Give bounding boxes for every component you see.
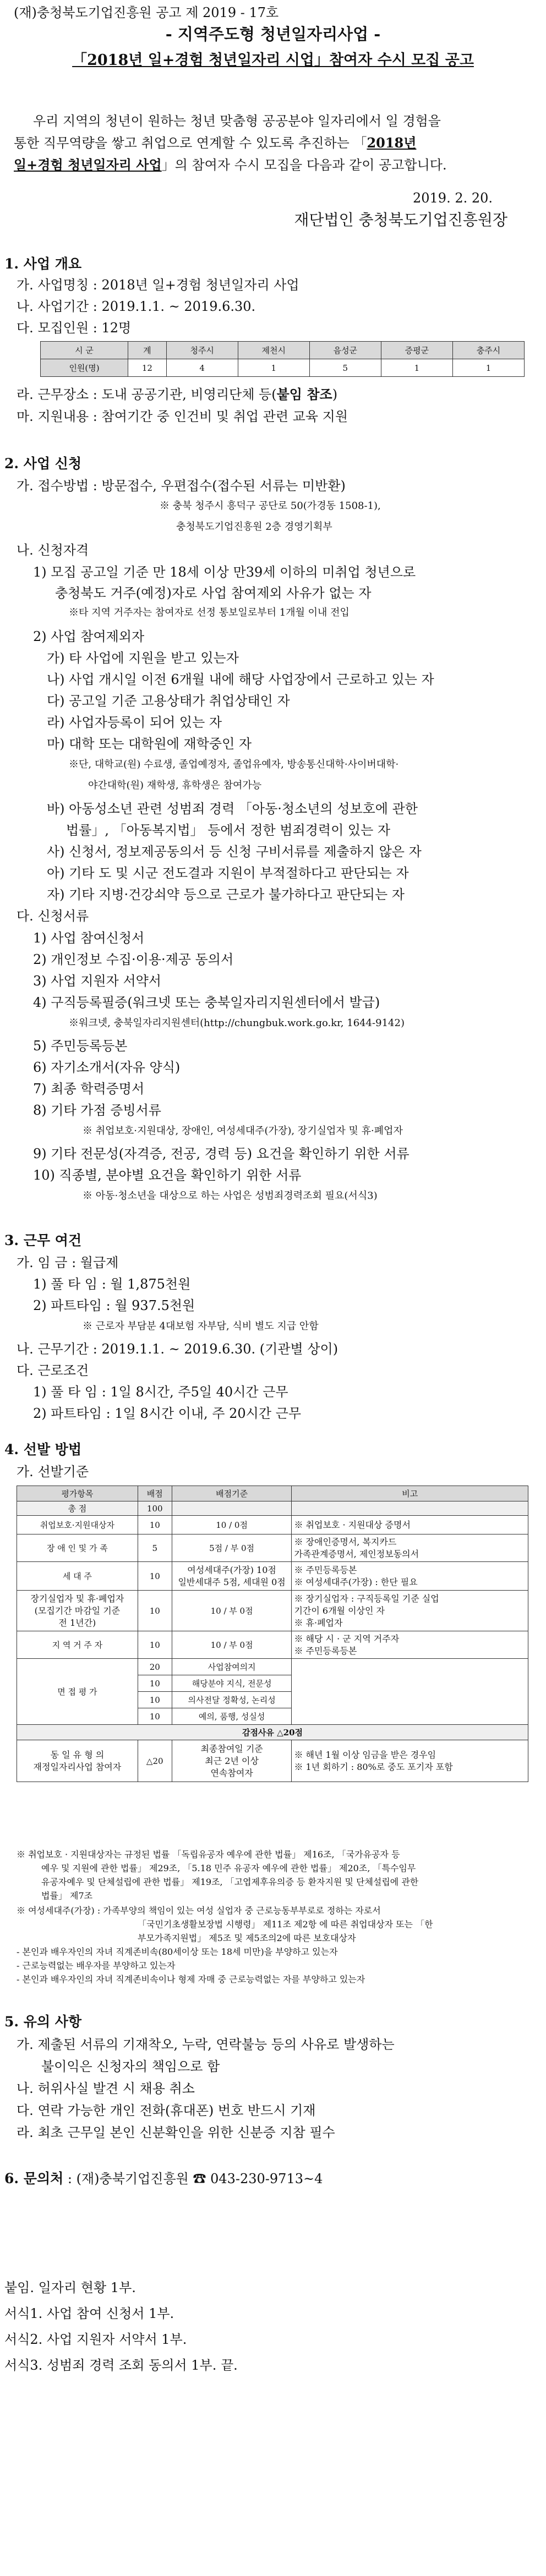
s2-c10: 10) 직종별, 분야별 요건을 확인하기 위한 서류 bbox=[33, 1168, 302, 1183]
quota-h2: 청주시 bbox=[166, 342, 238, 359]
s2-b2c: 다) 공고일 기준 고용상태가 취업상태인 자 bbox=[47, 693, 290, 709]
intro-l3a: 일+경험 청년일자리 사업 bbox=[14, 157, 162, 173]
crit-basis: 10 / 부 0점 bbox=[172, 1591, 292, 1631]
s1-d3: ) bbox=[332, 387, 338, 402]
deduction-note-line: ※ 1년 회하기 : 80%로 중도 포기자 포함 bbox=[294, 1761, 453, 1772]
attach-2: 서식1. 사업 참여 신청서 1부. bbox=[4, 2306, 174, 2321]
crit-h2: 배점기준 bbox=[172, 1486, 292, 1501]
quota-v0: 12 bbox=[128, 359, 167, 377]
s2-c8: 8) 기타 가점 증빙서류 bbox=[33, 1103, 161, 1118]
s2-c8-note: ※ 취업보호·지원대상, 장애인, 여성세대주(가장), 장기실업자 및 휴·폐업자 bbox=[83, 1125, 403, 1137]
crit-note bbox=[292, 1591, 528, 1631]
section2-title: 2. 사업 신청 bbox=[4, 456, 82, 472]
title-text: 「2018년 일+경험 청년일자리 시업」참여자 수시 모집 공고 bbox=[72, 52, 474, 69]
fn10: - 본인과 배우자인의 자녀 직계존비속이나 형제 자매 중 근로능력없는 자를 부양하고 있는자 bbox=[17, 1974, 365, 1985]
intro-line1: 우리 지역의 청년이 원하는 청년 맞춤형 공공분야 일자리에서 일 경험을 bbox=[33, 113, 441, 129]
s2-b2d: 라) 사업자등록이 되어 있는 자 bbox=[47, 715, 222, 730]
crit-note-line: ※ 해당 시 · 군 지역 거주자 bbox=[294, 1633, 400, 1644]
crit-item bbox=[17, 1591, 138, 1631]
interview-crit: 예의, 품행, 성실성 bbox=[172, 1708, 292, 1725]
crit-basis-line: 일반세대주 5점, 세대원 0점 bbox=[178, 1576, 286, 1587]
deduction-note-line: ※ 해년 1월 이상 임금을 받은 경우임 bbox=[294, 1749, 436, 1760]
interview-crit: 해당분야 지식, 전문성 bbox=[172, 1675, 292, 1692]
deduction-crit-line: 최근 2년 이상 bbox=[205, 1755, 259, 1766]
crit-item: 취업보호·지원대상자 bbox=[17, 1516, 138, 1534]
deduction-crit-line: 최종참여일 기준 bbox=[200, 1743, 263, 1754]
s2-b: 나. 신청자격 bbox=[17, 542, 89, 558]
s3-c2: 2) 파트타임 : 1일 8시간 이내, 주 20시간 근무 bbox=[33, 1406, 302, 1421]
s5-d: 라. 최초 근무일 본인 신분확인을 위한 신분증 지참 필수 bbox=[17, 2125, 335, 2140]
crit-item-line: 장기실업자 및 휴·폐업자 bbox=[30, 1593, 124, 1604]
section6-title: 6. 문의처 bbox=[4, 2171, 64, 2186]
doc-number: (재)충청북도기업진흥원 공고 제 2019 - 17호 bbox=[14, 5, 279, 20]
crit-h0: 평가항목 bbox=[17, 1486, 138, 1501]
s1-e: 마. 지원내용 : 참여기간 중 인건비 및 취업 관련 교육 지원 bbox=[17, 409, 348, 424]
intro-l3b: 」의 참여자 수시 모집을 다음과 같이 공고합니다. bbox=[161, 157, 447, 173]
table-row bbox=[17, 1562, 528, 1591]
interview-score: 10 bbox=[138, 1708, 172, 1725]
s2-c4-note: ※워크넷, 충북일자리지원센터(http://chungbuk.work.go.kr, 1644-9142) bbox=[69, 1017, 405, 1029]
quota-h4: 음성군 bbox=[309, 342, 381, 359]
crit-score: 10 bbox=[138, 1562, 172, 1591]
table-row bbox=[17, 1659, 528, 1675]
section4-title: 4. 선발 방법 bbox=[4, 1442, 82, 1457]
quota-v1: 4 bbox=[166, 359, 238, 377]
s2-b2-note1: ※단, 대학교(원) 수료생, 졸업예정자, 졸업유예자, 방송통신대학·사이버대학· bbox=[69, 759, 399, 770]
s2-b2-note2: 야간대학(원) 재학생, 휴학생은 참여가능 bbox=[88, 780, 262, 791]
crit-h3: 비고 bbox=[292, 1486, 528, 1501]
crit-note: ※ 취업보호 · 지원대상 증명서 bbox=[292, 1516, 528, 1534]
s3-a-note: ※ 근로자 부담분 4대보험 자부담, 식비 별도 지급 안함 bbox=[83, 1320, 319, 1332]
deduction-note bbox=[292, 1740, 528, 1782]
s2-b2g: 사) 신청서, 정보제공동의서 등 신청 구비서류를 제출하지 않은 자 bbox=[47, 844, 422, 859]
crit-note-line: 가족관계증명서, 제인정보동의서 bbox=[294, 1548, 419, 1559]
crit-note-line: ※ 장애인증명서, 복지카드 bbox=[294, 1536, 397, 1547]
quota-h1: 계 bbox=[128, 342, 167, 359]
crit-score: 10 bbox=[138, 1631, 172, 1659]
s3-a1: 1) 풀 타 임 : 월 1,875천원 bbox=[33, 1276, 191, 1292]
crit-note-line: ※ 장기실업자 : 구직등록일 기준 실업 bbox=[294, 1593, 439, 1604]
crit-note bbox=[292, 1631, 528, 1659]
interview-score: 20 bbox=[138, 1659, 172, 1675]
s2-c1: 1) 사업 참여신청서 bbox=[33, 930, 145, 946]
signer: 재단법인 충청북도기업진흥원장 bbox=[294, 211, 507, 229]
deduction-item bbox=[17, 1740, 138, 1782]
s2-c9: 9) 기타 전문성(자격증, 전공, 경력 등) 요건을 확인하기 위한 서류 bbox=[33, 1146, 410, 1161]
section6 bbox=[4, 2171, 323, 2187]
table-row bbox=[17, 1631, 528, 1659]
quota-h5: 증평군 bbox=[381, 342, 452, 359]
interview-score: 10 bbox=[138, 1692, 172, 1708]
s5-a2: 불이익은 신청자의 책임으로 함 bbox=[41, 2059, 220, 2074]
crit-item: 세 대 주 bbox=[17, 1562, 138, 1591]
crit-note-line: ※ 여성세대주(가장) : 한단 필요 bbox=[294, 1576, 418, 1587]
contact-text: : (재)충북기업진흥원 ☎ 043-230-9713~4 bbox=[67, 2171, 323, 2186]
deduction-title: 감점사유 △20점 bbox=[17, 1725, 528, 1740]
s1-d1: 라. 근무장소 : 도내 공공기관, 비영리단체 등( bbox=[17, 387, 277, 402]
crit-basis: 10 / 0점 bbox=[172, 1516, 292, 1534]
crit-item-line: 전 1년간) bbox=[58, 1617, 96, 1628]
s2-b2e: 마) 대학 또는 대학원에 재학중인 자 bbox=[47, 736, 252, 752]
fn4: 법률」 제7조 bbox=[41, 1890, 93, 1901]
s3-c: 다. 근로조건 bbox=[17, 1363, 89, 1378]
crit-basis: 5점 / 부 0점 bbox=[172, 1534, 292, 1562]
doc-date: 2019. 2. 20. bbox=[413, 190, 493, 206]
s1-a: 가. 사업명칭 : 2018년 일+경험 청년일자리 사업 bbox=[17, 277, 299, 293]
crit-total-label: 총 점 bbox=[17, 1501, 138, 1516]
interview-score: 10 bbox=[138, 1675, 172, 1692]
deduction-item-line: 동 일 유 형 의 bbox=[50, 1749, 105, 1760]
s1-d bbox=[17, 386, 337, 403]
s2-b2f1: 바) 아동성소년 관련 성범죄 경력 「아동·청소년의 성보호에 관한 bbox=[47, 801, 418, 816]
section1-title: 1. 사업 개요 bbox=[4, 256, 82, 272]
selection-criteria-table bbox=[17, 1486, 528, 1782]
intro-line3 bbox=[14, 157, 447, 173]
quota-h0: 시 군 bbox=[41, 342, 128, 359]
interview-label: 면 접 평 가 bbox=[17, 1659, 138, 1725]
s5-b: 나. 허위사실 발견 시 채용 취소 bbox=[17, 2081, 195, 2096]
quota-v3: 5 bbox=[309, 359, 381, 377]
s3-a2: 2) 파트타임 : 월 937.5천원 bbox=[33, 1298, 195, 1313]
crit-h1: 배점 bbox=[138, 1486, 172, 1501]
section5-title: 5. 유의 사항 bbox=[4, 2014, 82, 2030]
s3-a: 가. 임 금 : 월급제 bbox=[17, 1255, 119, 1270]
fn9: - 근로능력없는 배우자를 부양하고 있는자 bbox=[17, 1960, 176, 1971]
s2-b2i: 자) 기타 지병·건강쇠약 등으로 근로가 불가하다고 판단되는 자 bbox=[47, 887, 405, 902]
quota-row-label: 인원(명) bbox=[41, 359, 128, 377]
s3-b: 나. 근무기간 : 2019.1.1. ~ 2019.6.30. (기관별 상이) bbox=[17, 1341, 338, 1357]
crit-item-line: (모집기간 마감일 기준 bbox=[34, 1605, 121, 1616]
crit-note-line: ※ 주민등록등본 bbox=[294, 1645, 357, 1656]
quota-table bbox=[40, 341, 525, 377]
quota-v2: 1 bbox=[238, 359, 309, 377]
crit-score: 10 bbox=[138, 1591, 172, 1631]
quota-h6: 충주시 bbox=[452, 342, 524, 359]
deduction-score: △20 bbox=[138, 1740, 172, 1782]
crit-item: 장 애 인 및 가 족 bbox=[17, 1534, 138, 1562]
s1-b: 나. 사업기간 : 2019.1.1. ~ 2019.6.30. bbox=[17, 299, 256, 314]
s2-c4: 4) 구직등록필증(워크넷 또는 충북일자리지원센터에서 발급) bbox=[33, 995, 380, 1010]
table-row bbox=[17, 1591, 528, 1631]
crit-basis: 10 / 부 0점 bbox=[172, 1631, 292, 1659]
fn1: ※ 취업보호 · 지원대상자는 규정된 법률 「독립유공자 예우에 관한 법률」 제16조, 「국가유공자 등 bbox=[17, 1849, 400, 1860]
s2-b2: 2) 사업 참여제외자 bbox=[33, 629, 145, 644]
s2-b2f2: 법률」, 「아동복지법」 등에서 정한 범죄경력이 있는 자 bbox=[66, 823, 391, 838]
s2-c: 다. 신청서류 bbox=[17, 908, 89, 924]
quota-v5: 1 bbox=[452, 359, 524, 377]
s5-a1: 가. 제출된 서류의 기재착오, 누락, 연락불능 등의 사유로 발생하는 bbox=[17, 2037, 395, 2052]
s2-b1-note: ※타 지역 거주자는 참여자로 선정 통보일로부터 1개월 이내 전입 bbox=[69, 607, 350, 618]
s1-d2: 붙임 참조 bbox=[276, 386, 332, 402]
attach-4: 서식3. 성범죄 경력 조회 동의서 1부. 끝. bbox=[4, 2358, 238, 2373]
crit-score: 10 bbox=[138, 1516, 172, 1534]
fn7: 부모가족지원법」 제5조 및 제5조의2에 따른 보호대상자 bbox=[138, 1933, 356, 1943]
crit-score: 5 bbox=[138, 1534, 172, 1562]
s2-c3: 3) 사업 지원자 서약서 bbox=[33, 973, 161, 989]
crit-note-line: ※ 주민등록등본 bbox=[294, 1564, 357, 1575]
crit-basis bbox=[172, 1562, 292, 1591]
s3-c1: 1) 풀 타 임 : 1일 8시간, 주5일 40시간 근무 bbox=[33, 1384, 288, 1400]
crit-total-value: 100 bbox=[138, 1501, 172, 1516]
table-row bbox=[17, 1740, 528, 1782]
crit-note bbox=[292, 1534, 528, 1562]
s2-b2h: 아) 기타 도 및 시군 전도결과 지원이 부적절하다고 판단되는 자 bbox=[47, 865, 409, 881]
s2-c10-note: ※ 아동·청소년을 대상으로 하는 사업은 성범죄경력조회 필요(서식3) bbox=[83, 1190, 378, 1202]
quota-h3: 제천시 bbox=[238, 342, 309, 359]
crit-note bbox=[292, 1562, 528, 1591]
s2-b1b: 충청북도 거주(예정)자로 사업 참여제외 사유가 없는 자 bbox=[55, 585, 372, 601]
fn5: ※ 여성세대주(가장) : 가족부양의 책임이 있는 여성 실업자 중 근로능동부부로로 정하는 자로서 bbox=[17, 1905, 381, 1916]
deduction-item-line: 재정일자리사업 참여자 bbox=[33, 1761, 122, 1772]
s4-a: 가. 선발기준 bbox=[17, 1464, 89, 1479]
intro-line2 bbox=[14, 135, 416, 151]
s2-b1: 1) 모집 공고일 기준 만 18세 이상 만39세 이하의 미취업 청년으로 bbox=[33, 564, 416, 580]
s2-c5: 5) 주민등록등본 bbox=[33, 1038, 128, 1054]
crit-basis-line: 여성세대주(가장) 10점 bbox=[187, 1564, 276, 1575]
deduction-crit bbox=[172, 1740, 292, 1782]
s2-a: 가. 접수방법 : 방문접수, 우편접수(접수된 서류는 미반환) bbox=[17, 478, 346, 494]
s2-c6: 6) 자기소개서(자유 양식) bbox=[33, 1060, 181, 1075]
s2-a-note2: 충청북도기업진흥원 2층 경영기획부 bbox=[176, 521, 332, 533]
s1-c: 다. 모집인원 : 12명 bbox=[17, 320, 132, 336]
table-row bbox=[17, 1516, 528, 1534]
s2-b2a: 가) 타 사업에 지원을 받고 있는자 bbox=[47, 650, 239, 666]
intro-l2a: 통한 직무역량을 쌓고 취업으로 연계할 수 있도록 추진하는 「 bbox=[14, 135, 367, 151]
s5-c: 다. 연락 가능한 개인 전화(휴대폰) 번호 반드시 기재 bbox=[17, 2103, 316, 2118]
fn2: 예우 및 지원에 관한 법률」 제29조, 「5.18 민주 유공자 예우에 관한 법률」 제20조, 「특수임무 bbox=[41, 1863, 416, 1873]
title-line1: - 지역주도형 청년일자리사업 - bbox=[165, 25, 381, 43]
s2-c7: 7) 최종 학력증명서 bbox=[33, 1081, 145, 1097]
deduction-crit-line: 연속참여자 bbox=[210, 1767, 253, 1778]
table-row bbox=[17, 1534, 528, 1562]
s2-c2: 2) 개인정보 수집·이용·제공 동의서 bbox=[33, 952, 234, 967]
fn6: 「국민기초생활보장법 시행령」 제11조 제2항 에 따른 취업대상자 또는 「한 bbox=[138, 1919, 433, 1930]
intro-l2b: 2018년 bbox=[367, 135, 417, 151]
quota-v4: 1 bbox=[381, 359, 452, 377]
interview-crit: 의사전달 정확성, 논리성 bbox=[172, 1692, 292, 1708]
crit-note-line: ※ 휴·폐업자 bbox=[294, 1617, 343, 1628]
section3-title: 3. 근무 여건 bbox=[4, 1232, 82, 1248]
fn8: - 본인과 배우자인의 자녀 직계존비속(80세이상 또는 18세 미만)을 부양하고 있는자 bbox=[17, 1947, 338, 1957]
fn3: 유공자예우 및 단체설립에 관한 법률」 제19조, 「고엽제후유의증 등 환자지원 및 단체설립에 관한 bbox=[41, 1877, 419, 1887]
attach-1: 붙임. 일자리 현황 1부. bbox=[4, 2280, 136, 2295]
title-line2 bbox=[0, 51, 546, 70]
attach-3: 서식2. 사업 지원자 서약서 1부. bbox=[4, 2332, 187, 2347]
s2-b2b: 나) 사업 개시일 이전 6개월 내에 해당 사업장에서 근로하고 있는 자 bbox=[47, 672, 434, 687]
crit-item: 지 역 거 주 자 bbox=[17, 1631, 138, 1659]
interview-crit: 사업참여의지 bbox=[172, 1659, 292, 1675]
s2-a-note1: ※ 충북 청주시 흥덕구 공단로 50(가경동 1508-1), bbox=[160, 500, 381, 512]
crit-note-line: 기간이 6개월 이상인 자 bbox=[294, 1605, 385, 1616]
